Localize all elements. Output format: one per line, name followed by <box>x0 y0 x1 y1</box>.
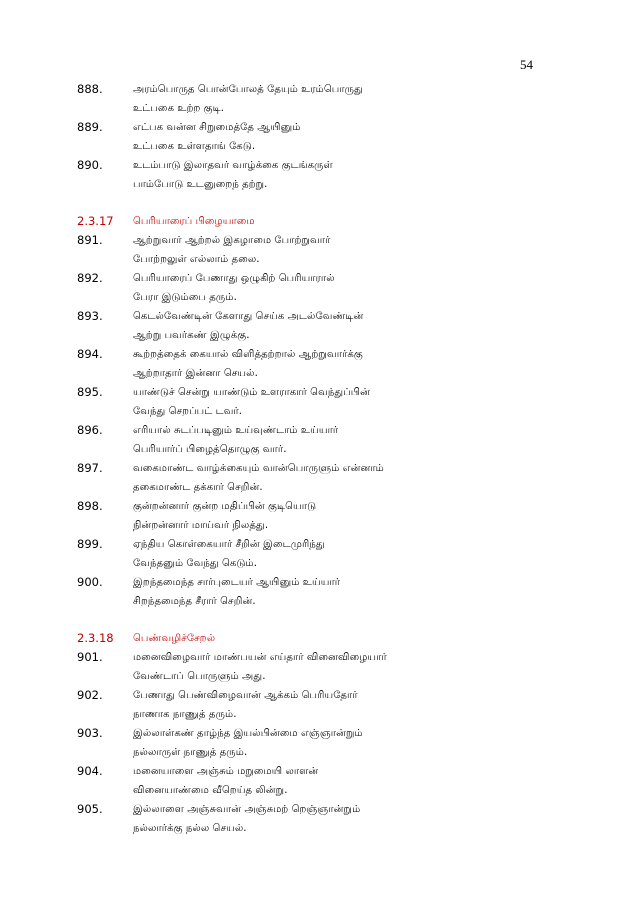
kural-line-1: வகைமாண்ட வாழ்க்கையும் வான்பொருளும் என்னாம் <box>133 463 384 474</box>
kural-line-2: நாணாக நாணுத் தரும். <box>133 709 237 720</box>
kural-891 <box>0 231 638 269</box>
kural-line-1: அரம்பொருத பொன்போலத் தேயும் உரம்பொருது <box>133 84 363 95</box>
kural-line-2: வேந்து செறப்பட் டவர். <box>133 406 243 417</box>
page-number: 54 <box>520 57 533 72</box>
kural-line-2: தகைமாண்ட தக்கார் செறின். <box>133 482 263 493</box>
kural-line-1: இல்லாள்கண் தாழ்ந்த இயல்பின்மை எஞ்ஞான்றும் <box>133 728 363 739</box>
kural-number: 903. <box>77 726 103 740</box>
kural-line-1: உடம்பாடு இலாதவர் வாழ்க்கை குடங்கருள் <box>133 160 333 171</box>
kural-number: 898. <box>77 499 103 513</box>
kural-number: 892. <box>77 271 103 285</box>
kural-number: 894. <box>77 347 103 361</box>
kural-898 <box>0 497 638 535</box>
kural-line-2: நல்லாருள் நாணுத் தரும். <box>133 747 248 758</box>
kural-line-2: உட்பகை உற்ற குடி. <box>133 103 225 114</box>
kural-line-2: பாம்போடு உடனுறைந் தற்று. <box>133 179 268 190</box>
kural-902 <box>0 686 638 724</box>
kural-line-2: நல்லார்க்கு நல்ல செயல். <box>133 823 247 834</box>
section-number: 2.3.17 <box>77 214 114 228</box>
section-number: 2.3.18 <box>77 631 114 645</box>
kural-number: 899. <box>77 537 103 551</box>
kural-number: 889. <box>77 120 103 134</box>
kural-line-1: கூற்றத்தைக் கையால் விளித்தற்றால் ஆற்றுவார்க்கு <box>133 349 363 360</box>
kural-904 <box>0 762 638 800</box>
kural-892 <box>0 269 638 307</box>
kural-line-1: யாண்டுச் சென்று யாண்டும் உளராகார் வெந்துப்பின் <box>133 387 370 398</box>
kural-line-1: இல்லாளை அஞ்சுவான் அஞ்சுமற் றெஞ்ஞான்றும் <box>133 804 361 815</box>
kural-number: 895. <box>77 385 103 399</box>
kural-line-2: வேண்டாப் பொருளும் அது. <box>133 671 266 682</box>
kural-888 <box>0 80 638 118</box>
kural-number: 905. <box>77 802 103 816</box>
kural-905 <box>0 800 638 838</box>
section-heading-2-3-18 <box>0 629 638 648</box>
section-title: பெண்வழிச்சேறல் <box>133 633 216 644</box>
kural-number: 891. <box>77 233 103 247</box>
kural-line-1: இறந்தமைந்த சார்புடையர் ஆயினும் உய்யார் <box>133 577 341 588</box>
kural-line-2: சிறந்தமைந்த சீரார் செறின். <box>133 596 256 607</box>
kural-line-1: ஏந்திய கொள்கையார் சீறின் இடைமுரிந்து <box>133 539 325 550</box>
kural-number: 901. <box>77 650 103 664</box>
kural-line-2: வினையாண்மை வீறெய்த லின்று. <box>133 785 288 796</box>
kural-number: 904. <box>77 764 103 778</box>
kural-897 <box>0 459 638 497</box>
kural-line-1: பேணாது பெண்விழைவான் ஆக்கம் பெரியதோர் <box>133 690 358 701</box>
kural-line-2: போற்றலுள் எல்லாம் தலை. <box>133 254 260 265</box>
page-content <box>0 80 638 838</box>
kural-number: 893. <box>77 309 103 323</box>
kural-number: 890. <box>77 158 103 172</box>
kural-line-1: ஆற்றுவார் ஆற்றல் இகழாமை போற்றுவார் <box>133 235 331 246</box>
kural-line-1: எட்பக வன்ன சிறுமைத்தே ஆயினும் <box>133 122 301 133</box>
kural-number: 888. <box>77 82 103 96</box>
kural-line-1: கெடல்வேண்டின் கேளாது செய்க அடல்வேண்டின் <box>133 311 364 322</box>
kural-894 <box>0 345 638 383</box>
kural-line-2: ஆற்றாதார் இன்னா செயல். <box>133 368 258 379</box>
kural-900 <box>0 573 638 611</box>
kural-903 <box>0 724 638 762</box>
section-heading-2-3-17 <box>0 212 638 231</box>
kural-line-1: மனைவிழைவார் மாண்பயன் எய்தார் வினைவிழையார் <box>133 652 387 663</box>
kural-line-2: நின்றன்னார் மாய்வர் நிலத்து. <box>133 520 269 531</box>
kural-number: 902. <box>77 688 103 702</box>
section-title: பெரியாரைப் பிழையாமை <box>133 216 255 227</box>
kural-line-2: உட்பகை உள்ளதாங் கேடு. <box>133 141 256 152</box>
kural-899 <box>0 535 638 573</box>
kural-889 <box>0 118 638 156</box>
kural-line-1: பெரியாரைப் பேணாது ஒழுகிற் பெரியாரால் <box>133 273 335 284</box>
kural-line-1: மனையாளை அஞ்சும் மறுமையி லாளன் <box>133 766 319 777</box>
kural-number: 900. <box>77 575 103 589</box>
kural-901 <box>0 648 638 686</box>
kural-893 <box>0 307 638 345</box>
kural-line-2: வேந்தனும் வேந்து கெடும். <box>133 558 257 569</box>
kural-number: 896. <box>77 423 103 437</box>
kural-896 <box>0 421 638 459</box>
kural-895 <box>0 383 638 421</box>
kural-890 <box>0 156 638 194</box>
kural-line-2: ஆற்று பவர்கண் இழுக்கு. <box>133 330 250 341</box>
kural-line-2: பேரா இடும்பை தரும். <box>133 292 237 303</box>
kural-line-2: பெரியார்ப் பிழைத்தொழுகு வார். <box>133 444 287 455</box>
kural-line-1: குன்றன்னார் குன்ற மதிப்பின் குடியொடு <box>133 501 317 512</box>
kural-number: 897. <box>77 461 103 475</box>
kural-line-1: எரியால் சுடப்படினும் உய்வுண்டாம் உய்யார் <box>133 425 339 436</box>
